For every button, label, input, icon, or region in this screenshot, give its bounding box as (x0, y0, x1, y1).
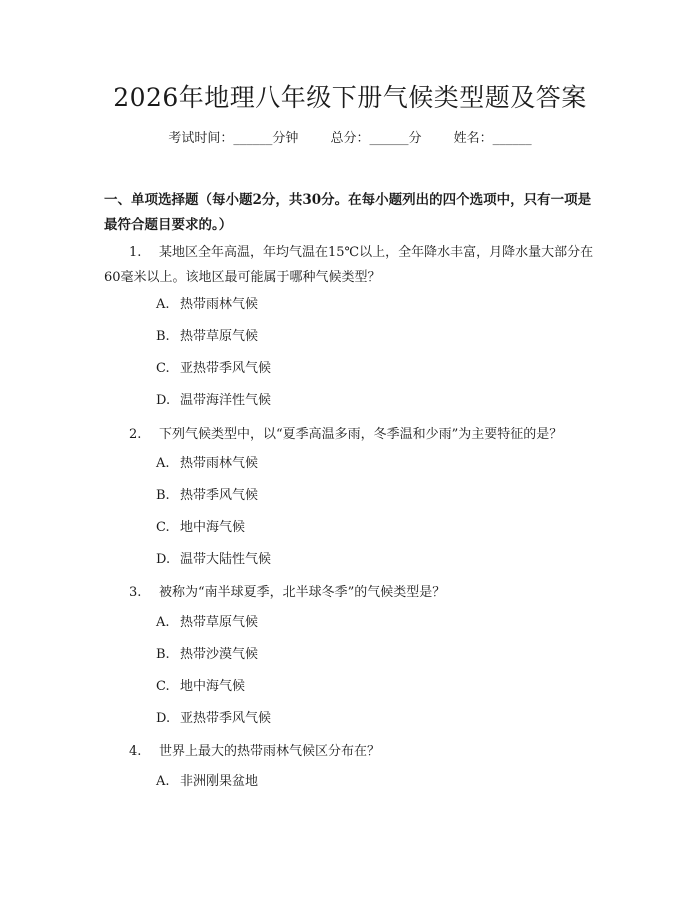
student-name-field: 姓名：______ (453, 131, 532, 146)
question-text: 某地区全年高温，年均气温在15℃以上，全年降水丰富，月降水量大部分在60毫米以上。该地区最可能属于哪种气候类型？ (104, 245, 594, 285)
page-title: 2026年地理八年级下册气候类型题及答案 (113, 83, 587, 112)
option-text: 热带雨林气候 (180, 297, 259, 312)
option-letter: C. (156, 679, 170, 694)
option-letter: B. (156, 488, 170, 503)
option-text: 地中海气候 (180, 520, 246, 535)
question-1-option-c (156, 359, 271, 379)
exam-time-field: 考试时间：______分钟 (168, 131, 299, 146)
option-text: 非洲刚果盆地 (180, 774, 259, 789)
option-letter: A. (156, 774, 170, 789)
question-4 (104, 739, 598, 764)
option-text: 温带大陆性气候 (180, 552, 272, 567)
option-letter: D. (156, 711, 171, 726)
question-2 (104, 422, 598, 447)
question-3 (104, 580, 598, 605)
option-text: 热带沙漠气候 (180, 647, 259, 662)
question-1-option-a (156, 295, 258, 315)
question-2-option-b (156, 486, 258, 506)
section-heading: 一、单项选择题（每小题2分，共30分。在每小题列出的四个选项中，只有一项是最符合题目要求的。） (104, 192, 592, 233)
question-2-option-a (156, 454, 258, 474)
option-letter: C. (156, 361, 170, 376)
option-text: 热带雨林气候 (180, 456, 259, 471)
option-letter: A. (156, 456, 170, 471)
question-3-option-a (156, 613, 258, 633)
question-number: 2. (129, 427, 142, 442)
option-text: 地中海气候 (180, 679, 246, 694)
total-score-field: 总分：______分 (330, 131, 422, 146)
option-letter: B. (156, 647, 170, 662)
option-letter: D. (156, 393, 171, 408)
option-text: 亚热带季风气候 (180, 711, 272, 726)
question-1-option-b (156, 327, 258, 347)
option-text: 热带季风气候 (180, 488, 259, 503)
question-1 (104, 240, 598, 290)
option-text: 热带草原气候 (180, 329, 259, 344)
option-letter: B. (156, 329, 170, 344)
exam-info-line (0, 129, 700, 149)
question-text: 世界上最大的热带雨林气候区分布在？ (159, 744, 381, 759)
option-letter: A. (156, 615, 170, 630)
question-3-option-c (156, 677, 245, 697)
question-4-option-a (156, 772, 258, 792)
question-number: 4. (129, 744, 142, 759)
option-letter: A. (156, 297, 170, 312)
question-1-option-d (156, 391, 271, 411)
question-text: 被称为“南半球夏季，北半球冬季”的气候类型是？ (159, 585, 446, 600)
question-2-option-c (156, 518, 245, 538)
option-letter: D. (156, 552, 171, 567)
question-3-option-b (156, 645, 258, 665)
question-2-option-d (156, 550, 271, 570)
question-3-option-d (156, 709, 271, 729)
question-number: 3. (129, 585, 142, 600)
option-text: 温带海洋性气候 (180, 393, 272, 408)
option-text: 热带草原气候 (180, 615, 259, 630)
option-letter: C. (156, 520, 170, 535)
question-text: 下列气候类型中，以“夏季高温多雨，冬季温和少雨”为主要特征的是？ (159, 427, 563, 442)
question-number: 1. (129, 245, 142, 260)
option-text: 亚热带季风气候 (180, 361, 272, 376)
